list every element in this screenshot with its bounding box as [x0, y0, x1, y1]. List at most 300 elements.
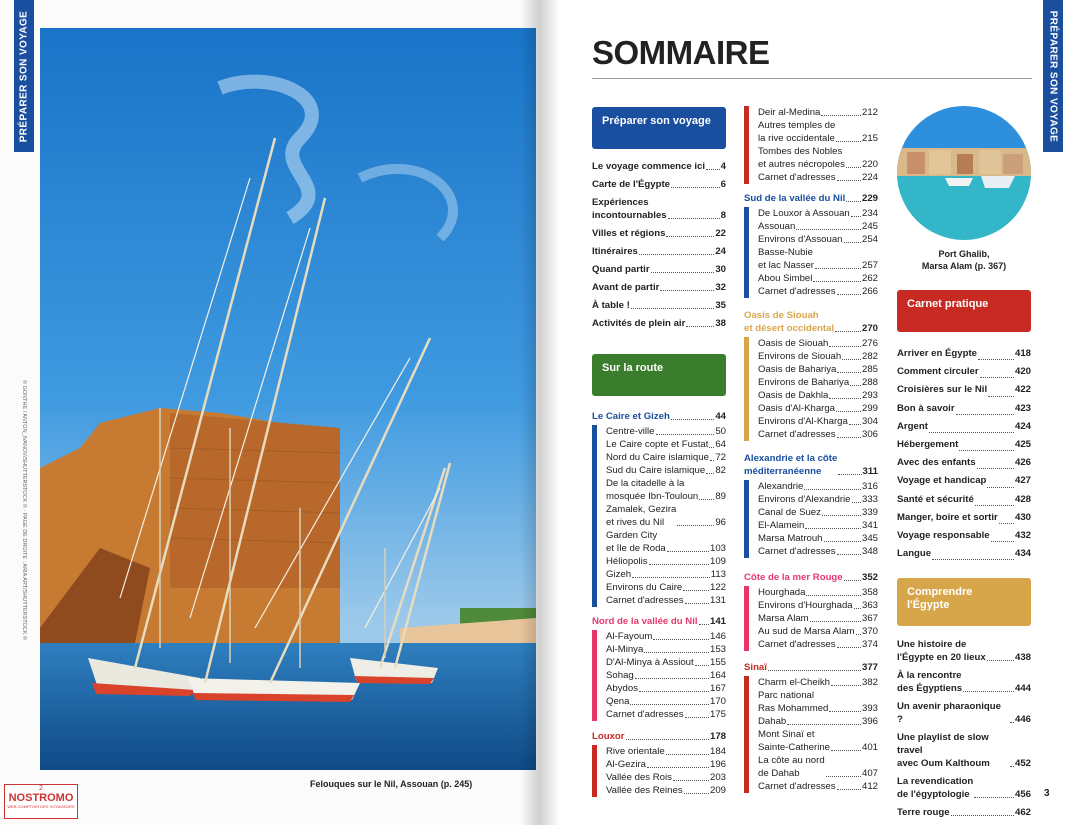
toc-entry — [897, 731, 1031, 770]
toc-entry-page: 155 — [709, 657, 726, 668]
dot-leader — [635, 678, 709, 679]
toc-entry — [758, 415, 878, 428]
dot-leader — [695, 665, 709, 666]
toc-group-label: Louxor — [592, 731, 625, 742]
toc-group-title — [744, 661, 878, 674]
toc-entry-label: Basse-Nubie et lac Nasser — [758, 247, 814, 271]
toc-entry-label: Un avenir pharaonique ? — [897, 701, 1001, 725]
toc-group-items — [744, 337, 878, 441]
toc-entry-page: 444 — [1014, 683, 1031, 694]
toc-entry-page: 422 — [1014, 384, 1031, 396]
toc-entry — [897, 345, 1031, 363]
dot-leader — [666, 754, 709, 755]
dot-leader — [626, 739, 709, 740]
toc-entry — [758, 246, 878, 272]
dot-leader — [837, 554, 861, 555]
toc-entry — [758, 402, 878, 415]
toc-entry-page: 4 — [720, 161, 726, 172]
section-tab-label: PRÉPARER SON VOYAGE — [18, 10, 30, 142]
toc-entry — [897, 400, 1031, 418]
toc-entry-page: 30 — [715, 264, 726, 275]
toc-group-page: 141 — [709, 616, 726, 627]
dot-leader — [991, 541, 1014, 542]
toc-entry — [758, 389, 878, 402]
toc-entry-page: 24 — [715, 246, 726, 257]
toc-entry-label: Sud du Caire islamique — [606, 465, 706, 476]
toc-entry-label: Arriver en Égypte — [897, 348, 977, 359]
toc-entry-page: 393 — [861, 703, 878, 714]
toc-entry-label: Itinéraires — [592, 246, 638, 257]
toc-entry — [606, 464, 726, 477]
toc-entry — [758, 599, 878, 612]
toc-entry — [758, 350, 878, 363]
toc-entry-page: 427 — [1014, 475, 1031, 487]
toc-entry-page: 345 — [861, 533, 878, 544]
toc-entry-label: Abou Simbel — [758, 273, 813, 284]
circle-photo-caption: Port Ghalib, Marsa Alam (p. 367) — [921, 249, 1007, 271]
toc-entry-label: Charm el-Cheikh — [758, 677, 830, 688]
prep-section-header — [592, 107, 726, 149]
toc-entry-page: 424 — [1014, 420, 1031, 432]
dot-leader — [837, 372, 861, 373]
dot-leader — [929, 432, 1014, 433]
toc-entry — [606, 581, 726, 594]
toc-entry-label: Voyage responsable — [897, 530, 990, 542]
toc-entry-page: 234 — [861, 208, 878, 219]
toc-entry — [606, 695, 726, 708]
toc-entry-label: Une histoire de l'Égypte en 20 lieux — [897, 639, 986, 663]
toc-entry — [606, 503, 726, 529]
toc-entry-page: 8 — [720, 210, 726, 221]
toc-entry — [592, 196, 726, 222]
dot-leader — [805, 528, 861, 529]
page-number: 3 — [1044, 788, 1050, 799]
dot-leader — [706, 473, 714, 474]
toc-entry — [592, 160, 726, 173]
toc-entry — [897, 363, 1031, 381]
toc-entry — [758, 363, 878, 376]
toc-entry — [758, 506, 878, 519]
toc-entry — [758, 480, 878, 493]
toc-group-label: Alexandrie et la côte méditerranéenne — [744, 453, 838, 477]
dot-leader — [829, 711, 861, 712]
toc-entry-label: Al-Fayoum — [606, 631, 653, 642]
toc-entry-page: 109 — [709, 556, 726, 567]
dot-leader — [850, 385, 861, 386]
toc-entry-label: Expériences incontournables — [592, 197, 667, 221]
toc-entry-page: 96 — [715, 517, 726, 528]
dot-leader — [851, 216, 861, 217]
toc-entry-label: Centre-ville — [606, 426, 655, 437]
toc-entry — [897, 418, 1031, 436]
toc-entry-label: Environs d'Alexandrie — [758, 494, 851, 505]
toc-entry-label: Comment circuler — [897, 366, 979, 378]
dot-leader — [856, 634, 861, 635]
toc-entry-label: Avant de partir — [592, 282, 660, 293]
dot-leader — [649, 564, 709, 565]
dot-leader — [831, 685, 861, 686]
toc-entry — [592, 317, 726, 330]
toc-entry-label: La côte au nord de Dahab — [758, 755, 825, 779]
toc-entry — [758, 119, 878, 145]
toc-entry — [758, 171, 878, 184]
toc-group-page: 311 — [862, 466, 878, 477]
toc-entry-page: 64 — [715, 439, 726, 450]
dot-leader — [826, 776, 861, 777]
section-tab-left — [14, 0, 34, 152]
toc-entry — [606, 758, 726, 771]
toc-group-label: Le Caire et Gizeh — [592, 411, 670, 422]
dot-leader — [685, 603, 709, 604]
toc-entry-label: Carnet d'adresses — [758, 172, 836, 183]
toc-entry-page: 438 — [1014, 652, 1031, 663]
toc-group — [744, 661, 878, 793]
dot-leader — [656, 434, 715, 435]
toc-entry-label: Hourghada — [758, 587, 806, 598]
dot-leader — [842, 359, 861, 360]
toc-group — [592, 410, 726, 607]
toc-group-items — [744, 586, 878, 651]
toc-entry — [758, 545, 878, 558]
toc-entry — [758, 715, 878, 728]
toc-entry-label: De Louxor à Assouan — [758, 208, 850, 219]
toc-entry-label: Vallée des Rois — [606, 772, 672, 783]
comprendre-toc — [897, 638, 1031, 824]
feluccas-photo — [40, 28, 536, 770]
toc-group-title — [744, 192, 878, 205]
toc-entry-page: 215 — [861, 133, 878, 144]
toc-entry — [897, 472, 1031, 490]
section-tab-label: PRÉPARER SON VOYAGE — [1047, 10, 1059, 142]
toc-entry — [758, 612, 878, 625]
toc-entry-label: Carnet d'adresses — [758, 781, 836, 792]
dot-leader — [829, 346, 861, 347]
dot-leader — [837, 180, 861, 181]
toc-entry — [758, 754, 878, 780]
toc-entry-page: 72 — [715, 452, 726, 463]
dot-leader — [710, 460, 714, 461]
dot-leader — [651, 272, 715, 273]
toc-group-title — [744, 452, 878, 478]
toc-entry — [606, 438, 726, 451]
section-tab-right — [1043, 0, 1063, 152]
toc-entry-page: 257 — [861, 260, 878, 271]
toc-entry — [592, 227, 726, 240]
toc-entry-page: 22 — [715, 228, 726, 239]
toc-entry-label: Santé et sécurité — [897, 493, 974, 505]
dot-leader — [699, 499, 714, 500]
toc-group-items — [744, 480, 878, 558]
toc-entry-page: 122 — [709, 582, 726, 593]
logo-brand: NOSTROMO — [8, 792, 74, 804]
dot-leader — [1010, 722, 1014, 723]
toc-entry-page: 184 — [709, 746, 726, 757]
dot-leader — [977, 468, 1014, 469]
toc-entry-page: 266 — [861, 286, 878, 297]
toc-group-items — [592, 630, 726, 721]
dot-leader — [846, 167, 861, 168]
toc-entry — [606, 669, 726, 682]
toc-entry-label: Rive orientale — [606, 746, 665, 757]
dot-leader — [666, 236, 714, 237]
dot-leader — [974, 797, 1014, 798]
toc-entry-label: Sohag — [606, 670, 634, 681]
feluccas-illustration — [40, 28, 536, 770]
dot-leader — [647, 767, 709, 768]
toc-group-items — [744, 207, 878, 298]
toc-entry — [758, 337, 878, 350]
dot-leader — [644, 652, 709, 653]
toc-entry-page: 333 — [861, 494, 878, 505]
photo-credit — [21, 380, 37, 670]
toc-entry-label: Argent — [897, 420, 928, 432]
toc-entry — [758, 220, 878, 233]
toc-entry-page: 432 — [1014, 530, 1031, 542]
dot-leader — [844, 242, 861, 243]
toc-entry-label: Vallée des Reines — [606, 785, 683, 796]
toc-entry-label: Carnet d'adresses — [758, 286, 836, 297]
dot-leader — [837, 647, 861, 648]
toc-entry-label: Parc national Ras Mohammed — [758, 690, 829, 714]
dot-leader — [999, 523, 1014, 524]
dot-leader — [831, 750, 861, 751]
toc-entry — [897, 491, 1031, 509]
dot-leader — [837, 789, 861, 790]
toc-entry-page: 32 — [715, 282, 726, 293]
toc-entry-label: El-Alamein — [758, 520, 805, 531]
toc-entry-page: 304 — [861, 416, 878, 427]
toc-entry-label: Dahab — [758, 716, 787, 727]
dot-leader — [959, 450, 1014, 451]
toc-entry — [606, 745, 726, 758]
title-divider — [592, 78, 1032, 79]
toc-entry-label: Zamalek, Gezira et rives du Nil — [606, 504, 677, 528]
toc-entry-page: 89 — [715, 491, 726, 502]
toc-group-label: Sud de la vallée du Nil — [744, 193, 846, 204]
toc-entry-label: Carnet d'adresses — [606, 595, 684, 606]
dot-leader — [685, 717, 709, 718]
toc-entry-page: 262 — [861, 273, 878, 284]
toc-entry — [897, 381, 1031, 399]
comprendre-section-label: Comprendre l'Égypte — [907, 586, 973, 611]
toc-entry — [606, 708, 726, 721]
logo-number: 2 — [39, 785, 43, 792]
dot-leader — [768, 670, 861, 671]
dot-leader — [810, 621, 861, 622]
toc-entry-label: Environs de Bahariya — [758, 377, 850, 388]
toc-entry-page: 175 — [709, 709, 726, 720]
toc-entry-label: Activités de plein air — [592, 318, 686, 329]
toc-entry-label: Oasis de Bahariya — [758, 364, 837, 375]
toc-entry-label: Au sud de Marsa Alam — [758, 626, 855, 637]
toc-entry-label: Héliopolis — [606, 556, 648, 567]
toc-entry-label: Garden City et île de Roda — [606, 530, 666, 554]
toc-entry — [758, 519, 878, 532]
dot-leader — [978, 359, 1014, 360]
toc-entry-page: 430 — [1014, 511, 1031, 523]
toc-group-page: 229 — [861, 193, 878, 204]
toc-group-page: 377 — [861, 662, 878, 673]
dot-leader — [963, 691, 1014, 692]
toc-entry-page: 224 — [861, 172, 878, 183]
toc-entry — [606, 555, 726, 568]
toc-entry-page: 420 — [1014, 366, 1031, 378]
toc-entry-page: 285 — [861, 364, 878, 375]
toc-entry-page: 293 — [861, 390, 878, 401]
toc-entry-label: Alexandrie — [758, 481, 804, 492]
toc-entry-label: De la citadelle à la mosquée Ibn-Touloun — [606, 478, 699, 502]
toc-entry-label: Marsa Alam — [758, 613, 809, 624]
toc-entry — [897, 509, 1031, 527]
dot-leader — [854, 608, 861, 609]
toc-entry-label: Marsa Matrouh — [758, 533, 823, 544]
toc-entry — [897, 527, 1031, 545]
dot-leader — [837, 437, 861, 438]
nostromo-logo — [4, 784, 78, 819]
dot-leader — [852, 502, 861, 503]
toc-entry — [758, 207, 878, 220]
toc-group-title — [744, 309, 878, 335]
toc-entry-page: 348 — [861, 546, 878, 557]
port-ghalib-illustration — [897, 106, 1031, 240]
toc-entry-page: 38 — [715, 318, 726, 329]
toc-entry-page: 363 — [861, 600, 878, 611]
toc-entry — [592, 178, 726, 191]
dot-leader — [796, 229, 861, 230]
toc-entry — [758, 586, 878, 599]
toc-entry — [592, 245, 726, 258]
toc-entry — [758, 428, 878, 441]
toc-entry-label: Quand partir — [592, 264, 650, 275]
toc-entry — [897, 700, 1031, 726]
toc-entry — [592, 299, 726, 312]
port-ghalib-photo — [897, 106, 1031, 240]
toc-entry — [758, 728, 878, 754]
dot-leader — [835, 331, 861, 332]
toc-entry-page: 425 — [1014, 439, 1031, 451]
toc-entry-page: 153 — [709, 644, 726, 655]
toc-entry — [897, 806, 1031, 819]
toc-entry-page: 401 — [861, 742, 878, 753]
dot-leader — [686, 326, 714, 327]
toc-entry-label: Nord du Caire islamique — [606, 452, 709, 463]
toc-group — [744, 192, 878, 298]
dot-leader — [684, 793, 709, 794]
toc-entry-page: 341 — [861, 520, 878, 531]
toc-entry — [606, 529, 726, 555]
dot-leader — [951, 815, 1014, 816]
toc-entry — [758, 233, 878, 246]
toc-entry-page: 209 — [709, 785, 726, 796]
route-section-header — [592, 354, 726, 396]
toc-entry-label: Avec des enfants — [897, 457, 976, 469]
toc-group-items — [592, 425, 726, 607]
toc-entry — [758, 106, 878, 119]
toc-group-label: Oasis de Siouah et désert occidental — [744, 310, 835, 334]
toc-entry — [897, 436, 1031, 454]
toc-entry-page: 170 — [709, 696, 726, 707]
toc-entry — [897, 545, 1031, 563]
toc-entry-label: Autres temples de la rive occidentale — [758, 120, 836, 144]
toc-entry-label: Terre rouge — [897, 807, 950, 818]
toc-entry — [897, 638, 1031, 664]
prep-section-label: Préparer son voyage — [602, 115, 711, 127]
toc-entry-page: 446 — [1014, 714, 1031, 725]
toc-entry-page: 316 — [861, 481, 878, 492]
photo-caption: Felouques sur le Nil, Assouan (p. 245) — [310, 779, 473, 789]
toc-entry-label: Al-Minya — [606, 644, 644, 655]
dot-leader — [822, 515, 861, 516]
toc-entry-page: 306 — [861, 429, 878, 440]
toc-entry-label: Canal de Suez — [758, 507, 821, 518]
dot-leader — [639, 254, 714, 255]
toc-group-page: 178 — [709, 731, 726, 742]
dot-leader — [838, 474, 861, 475]
dot-leader — [709, 447, 714, 448]
dot-leader — [824, 541, 861, 542]
toc-entry-label: À table ! — [592, 300, 630, 311]
toc-entry-page: 412 — [861, 781, 878, 792]
toc-entry-page: 131 — [709, 595, 726, 606]
toc-entry-page: 426 — [1014, 457, 1031, 469]
page-title: SOMMAIRE — [592, 34, 770, 71]
carnet-section-label: Carnet pratique — [907, 298, 989, 310]
toc-entry-page: 288 — [861, 377, 878, 388]
toc-entry-label: Environs d'Hourghada — [758, 600, 853, 611]
toc-group-items — [592, 745, 726, 797]
toc-group — [744, 104, 878, 184]
toc-entry — [606, 682, 726, 695]
toc-entry — [592, 281, 726, 294]
toc-entry-label: Carnet d'adresses — [758, 639, 836, 650]
dot-leader — [813, 281, 861, 282]
dot-leader — [837, 294, 861, 295]
toc-group-page: 270 — [861, 323, 878, 334]
dot-leader — [673, 780, 709, 781]
dot-leader — [1010, 766, 1014, 767]
toc-group-label: Sinaï — [744, 662, 767, 673]
dot-leader — [815, 268, 861, 269]
dot-leader — [987, 487, 1014, 488]
toc-entry — [606, 656, 726, 669]
toc-entry — [606, 771, 726, 784]
dot-leader — [630, 704, 709, 705]
toc-entry-page: 374 — [861, 639, 878, 650]
dot-leader — [787, 724, 861, 725]
toc-entry-label: Manger, boire et sortir — [897, 511, 998, 523]
toc-entry-page: 423 — [1014, 402, 1031, 414]
toc-group-title — [592, 410, 726, 423]
toc-entry-page: 452 — [1014, 758, 1031, 769]
toc-group-title — [592, 615, 726, 628]
toc-entry-page: 407 — [861, 768, 878, 779]
toc-entry-page: 6 — [720, 179, 726, 190]
toc-entry — [606, 643, 726, 656]
dot-leader — [846, 201, 861, 202]
toc-entry-label: Carnet d'adresses — [758, 429, 836, 440]
toc-entry-page: 282 — [861, 351, 878, 362]
toc-entry-label: Oasis de Siouah — [758, 338, 829, 349]
toc-entry-label: Hébergement — [897, 439, 959, 451]
toc-entry-label: Le voyage commence ici — [592, 161, 706, 172]
toc-entry — [897, 775, 1031, 801]
toc-entry-label: Gizeh — [606, 569, 632, 580]
toc-entry-page: 434 — [1014, 548, 1031, 560]
toc-group — [744, 571, 878, 651]
toc-entry-page: 428 — [1014, 493, 1031, 505]
toc-entry — [758, 532, 878, 545]
toc-entry-page: 245 — [861, 221, 878, 232]
